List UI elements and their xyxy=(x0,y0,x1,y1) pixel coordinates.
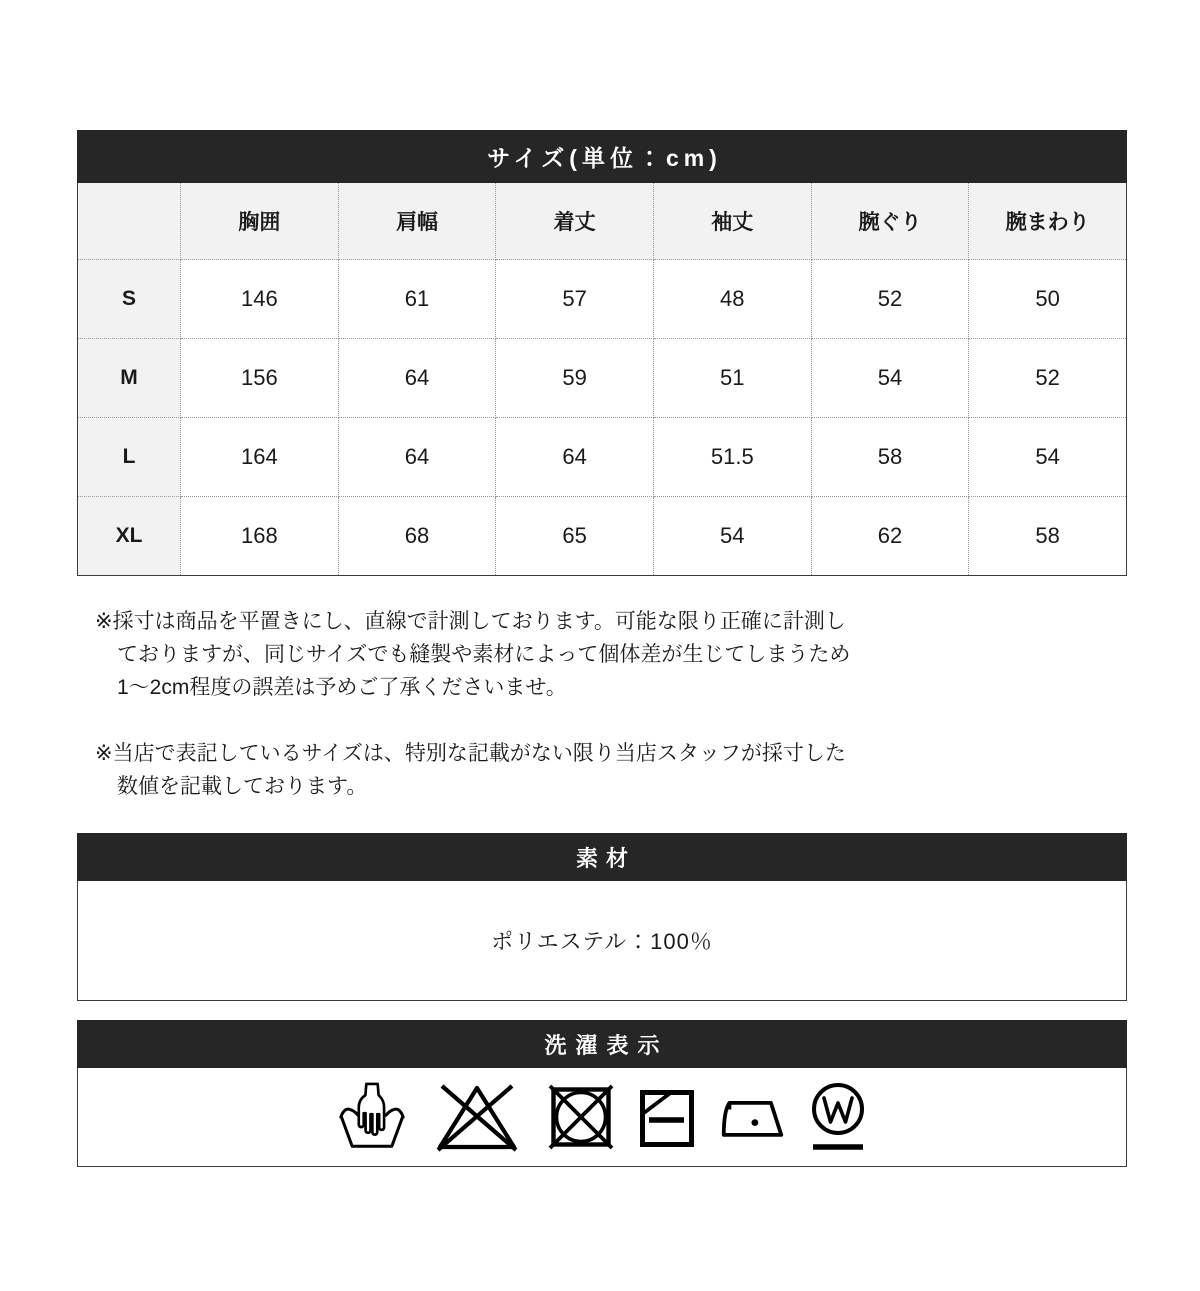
cell-xl-arm-circumference: 58 xyxy=(969,497,1127,576)
laundry-symbols-row xyxy=(77,1068,1127,1167)
do-not-tumble-dry-icon xyxy=(548,1084,614,1150)
cell-l-length: 64 xyxy=(496,418,654,497)
cell-s-chest: 146 xyxy=(181,260,339,339)
cell-xl-length: 65 xyxy=(496,497,654,576)
cell-m-arm-circumference: 52 xyxy=(969,339,1127,418)
cell-l-sleeve: 51.5 xyxy=(653,418,811,497)
note-line: ておりますが、同じサイズでも縫製や素材によって個体差が生じてしまうため xyxy=(117,643,851,666)
cell-m-length: 59 xyxy=(496,339,654,418)
column-header-chest: 胸囲 xyxy=(181,183,339,260)
size-section-title: サイズ(単位：cm) xyxy=(487,145,722,171)
column-header-sleeve: 袖丈 xyxy=(653,183,811,260)
material-section xyxy=(77,833,1127,1001)
table-row-m xyxy=(78,339,1127,418)
cell-s-sleeve: 48 xyxy=(653,260,811,339)
size-section xyxy=(77,130,1127,576)
size-table-header-row xyxy=(78,183,1127,260)
laundry-section-title: 洗濯表示 xyxy=(544,1032,669,1058)
cell-s-armhole: 52 xyxy=(811,260,969,339)
material-value: ポリエステル：100％ xyxy=(491,929,713,954)
laundry-section-header xyxy=(77,1020,1127,1068)
cell-l-chest: 164 xyxy=(181,418,339,497)
cell-s-shoulder: 61 xyxy=(338,260,496,339)
table-row-s xyxy=(78,260,1127,339)
cell-xl-chest: 168 xyxy=(181,497,339,576)
cell-l-arm-circumference: 54 xyxy=(969,418,1127,497)
column-header-shoulder: 肩幅 xyxy=(338,183,496,260)
cell-xl-shoulder: 68 xyxy=(338,497,496,576)
note-line: 数値を記載しております。 xyxy=(117,775,368,798)
material-body xyxy=(77,881,1127,1001)
measurement-notes xyxy=(95,605,850,803)
note-line: ※当店で表記しているサイズは、特別な記載がない限り当店スタッフが採寸した xyxy=(95,742,846,765)
cell-s-length: 57 xyxy=(496,260,654,339)
cell-m-chest: 156 xyxy=(181,339,339,418)
iron-low-icon xyxy=(720,1093,786,1141)
hand-wash-icon xyxy=(338,1081,406,1153)
cell-l-armhole: 58 xyxy=(811,418,969,497)
size-table-corner-cell xyxy=(78,183,181,260)
table-row-l xyxy=(78,418,1127,497)
do-not-bleach-icon xyxy=(430,1079,524,1155)
row-label-m: M xyxy=(78,339,181,418)
row-label-xl: XL xyxy=(78,497,181,576)
dry-flat-in-shade-icon xyxy=(638,1085,696,1149)
note-measurement-tolerance xyxy=(95,605,850,704)
table-row-xl xyxy=(78,497,1127,576)
cell-m-sleeve: 51 xyxy=(653,339,811,418)
cell-xl-armhole: 62 xyxy=(811,497,969,576)
cell-s-arm-circumference: 50 xyxy=(969,260,1127,339)
note-staff-measured xyxy=(95,737,850,803)
note-line: ※採寸は商品を平置きにし、直線で計測しております。可能な限り正確に計測し xyxy=(95,610,846,633)
cell-m-armhole: 54 xyxy=(811,339,969,418)
column-header-armhole: 腕ぐり xyxy=(811,183,969,260)
material-section-header xyxy=(77,833,1127,881)
note-line: 1〜2cm程度の誤差は予めご了承くださいませ。 xyxy=(117,676,567,699)
row-label-l: L xyxy=(78,418,181,497)
material-section-title: 素材 xyxy=(575,845,636,871)
cell-m-shoulder: 64 xyxy=(338,339,496,418)
cell-xl-sleeve: 54 xyxy=(653,497,811,576)
cell-l-shoulder: 64 xyxy=(338,418,496,497)
wet-clean-gentle-icon xyxy=(810,1079,866,1155)
row-label-s: S xyxy=(78,260,181,339)
column-header-length: 着丈 xyxy=(496,183,654,260)
laundry-section xyxy=(77,1020,1127,1167)
size-section-header xyxy=(77,130,1127,183)
size-table xyxy=(77,183,1127,576)
column-header-arm-circumference: 腕まわり xyxy=(969,183,1127,260)
